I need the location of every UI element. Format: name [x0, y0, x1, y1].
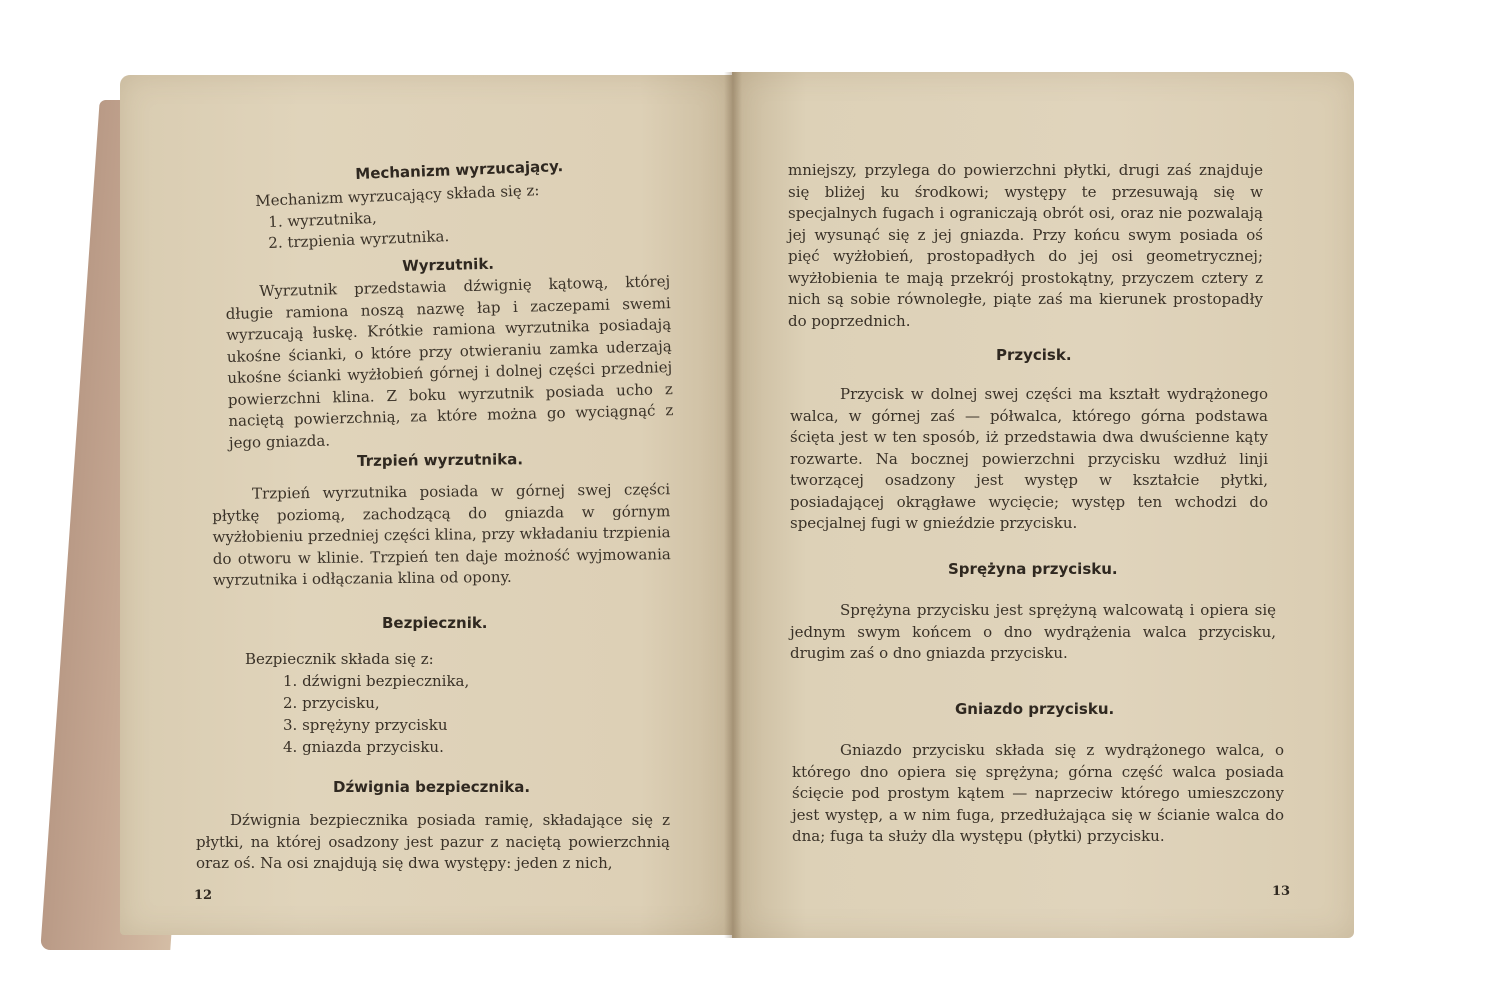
- bezpiecznik-item-4: 4. gniazda przycisku.: [283, 738, 444, 756]
- heading-dzwignia: Dźwignia bezpiecznika.: [333, 778, 531, 796]
- heading-gniazdo: Gniazdo przycisku.: [955, 700, 1115, 718]
- page-number-right: 13: [1272, 884, 1291, 899]
- paragraph-sprezyna: Sprężyna przycisku jest sprężyną walcowatą i opiera się jednym swym końcem o dno wydrążenia walca przycisku, drugim zaś o dno gniazda przycisku.: [790, 601, 1276, 662]
- mechanizm-intro: Mechanizm wyrzucający składa się z:: [255, 181, 540, 210]
- book-gutter: [724, 72, 742, 938]
- paragraph-przycisk: Przycisk w dolnej swej części ma kształt wydrążonego walca, w górnej zaś — półwalca, którego górna podstawa ścięta jest w ten sposób, iż przedstawia dwa dwuścienne kąty rozwarte. Na bocznej powierzchni przycisku wzdłuż linji tworzącej osadzony jest występ w kształcie płytki, posiadającej okrągławe wycięcie; występ ten wchodzi do specjalnej fugi w gnieździe przycisku.: [790, 385, 1268, 532]
- paragraph-wyrzutnik: Wyrzutnik przedstawia dźwignię kątową, której długie ramiona noszą nazwę łap i zaczepami swemi wyrzucają łuskę. Krótkie ramiona wyrzutnika posiadają ukośne ścianki, o które przy otwieraniu zamka uderzają ukośne ścianki wyżłobień górnej i dolnej części przedniej powierzchni klina. Z boku wyrzutnik posiada ucho z naciętą powierzchnią, za które można go wyciągnąć z jego gniazda.: [225, 272, 674, 452]
- paragraph-continuation: mniejszy, przylega do powierzchni płytki, drugi zaś znajduje się bliżej ku środkowi; występy te przesuwają się w specjalnych fugach i ograniczają obrót osi, oraz nie pozwalają jej wysunąć się z jej gniazda. Przy końcu swym posiada oś pięć wyżłobień, prostopadłych do jej osi geometrycznej; wyżłobienia te mają przekrój prostokątny, przyczem cztery z nich są sobie równoległe, piąte zaś ma kierunek prostopadły do poprzednich.: [788, 161, 1263, 330]
- bezpiecznik-intro: Bezpiecznik składa się z:: [245, 650, 434, 668]
- bezpiecznik-item-2: 2. przycisku,: [283, 694, 380, 712]
- heading-mechanizm: Mechanizm wyrzucający.: [355, 157, 564, 183]
- paragraph-trzpien: Trzpień wyrzutnika posiada w górnej swej części płytkę poziomą, zachodzącą do gniazda w górnym wyżłobieniu przedniej części klina, przy wkładaniu trzpienia do otworu w klinie. Trzpień ten daje możność wyjmowania wyrzutnika i odłączania klina od opony.: [212, 480, 671, 589]
- bezpiecznik-item-3: 3. sprężyny przycisku: [283, 716, 448, 734]
- page-number-left: 12: [194, 888, 213, 903]
- mechanizm-item-1: 1. wyrzutnika,: [268, 208, 378, 231]
- bezpiecznik-item-1: 1. dźwigni bezpiecznika,: [283, 672, 470, 690]
- heading-wyrzutnik: Wyrzutnik.: [402, 254, 495, 275]
- paragraph-gniazdo: Gniazdo przycisku składa się z wydrążonego walca, o którego dno opiera się sprężyna; górna część walca posiada ścięcie pod prostym kątem — naprzeciw którego umieszczony jest występ, a w nim fuga, przedłużająca się w ścianie walca do dna; fuga ta służy dla występu (płytki) przycisku.: [792, 741, 1284, 845]
- heading-bezpiecznik: Bezpiecznik.: [382, 614, 488, 632]
- mechanizm-item-2: 2. trzpienia wyrzutnika.: [268, 227, 450, 252]
- heading-przycisk: Przycisk.: [996, 346, 1072, 364]
- paragraph-dzwignia: Dźwignia bezpiecznika posiada ramię, składające się z płytki, na której osadzony jest pazur z naciętą powierzchnią oraz oś. Na osi znajdują się dwa występy: jeden z nich,: [196, 811, 670, 872]
- heading-trzpien: Trzpień wyrzutnika.: [357, 450, 524, 470]
- heading-sprezyna: Sprężyna przycisku.: [948, 560, 1118, 578]
